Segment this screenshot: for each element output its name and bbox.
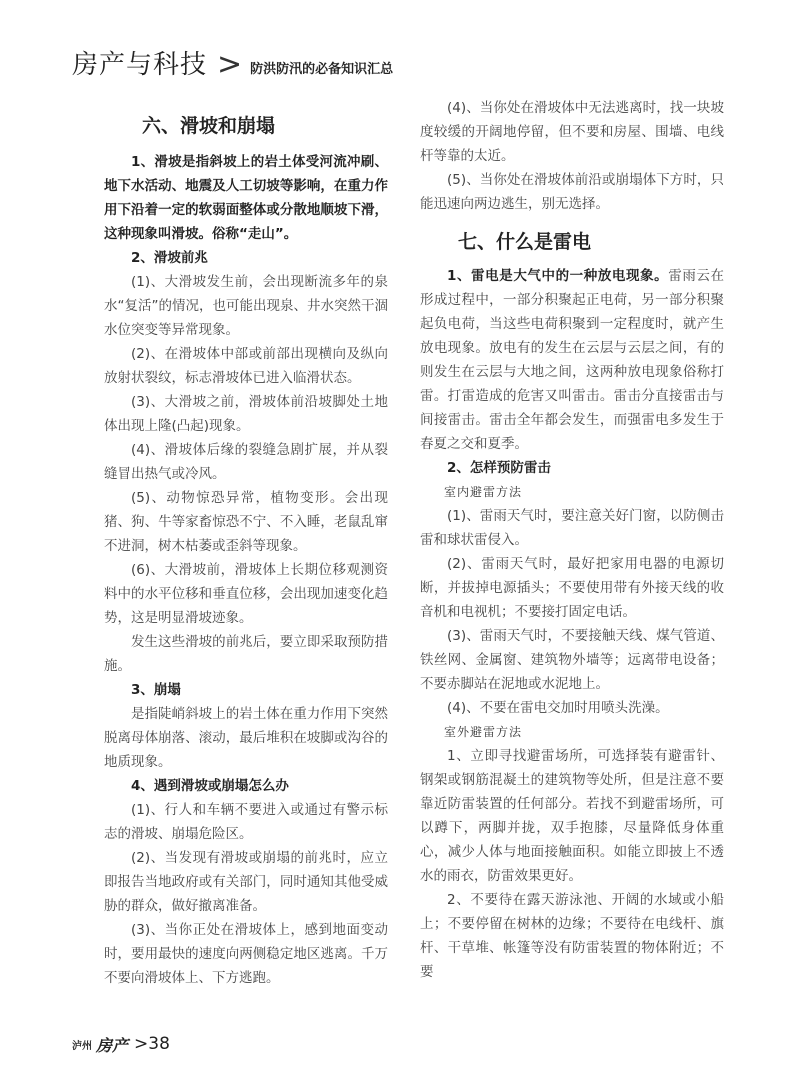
paragraph: (2)、当发现有滑坡或崩塌的前兆时，应立即报告当地政府或有关部门，同时通知其他受威胁的群众，做好撤离准备。 [104, 850, 388, 914]
paragraph: (5)、动物惊恐异常，植物变形。会出现猪、狗、牛等家畜惊恐不宁、不入睡，老鼠乱窜不进洞，树木枯萎或歪斜等现象。 [104, 490, 388, 554]
heading-prevent-lightning: 2、怎样预防雷击 [447, 460, 551, 476]
paragraph: (4)、当你处在滑坡体中无法逃离时，找一块坡度较缓的开阔地停留，但不要和房屋、围墙、电线杆等靠的太近。 [420, 100, 724, 164]
paragraph: 是指陡峭斜坡上的岩土体在重力作用下突然脱离母体崩落、滚动，最后堆积在坡脚或沟谷的地质现象。 [104, 706, 388, 770]
paragraph: 2、不要待在露天游泳池、开阔的水域或小船上；不要停留在树林的边缘；不要待在电线杆、旗杆、干草堆、帐篷等没有防雷装置的物体附近；不要 [420, 892, 724, 980]
paragraph: (6)、大滑坡前，滑坡体上长期位移观测资料中的水平位移和垂直位移，会出现加速变化趋势，这是明显滑坡迹象。 [104, 562, 388, 626]
paragraph: (5)、当你处在滑坡体前沿或崩塌体下方时，只能迅速向两边逃生，别无选择。 [420, 172, 724, 212]
paragraph: (4)、不要在雷电交加时用喷头洗澡。 [447, 700, 669, 716]
paragraph: 发生这些滑坡的前兆后，要立即采取预防措施。 [104, 634, 388, 674]
paragraph: (2)、雷雨天气时，最好把家用电器的电源切断，并拔掉电源插头；不要使用带有外接天线的收音机和电视机；不要接打固定电话。 [420, 556, 724, 620]
column-brand-title: 房产与科技 [72, 50, 208, 80]
article-subtitle: 防洪防汛的必备知识汇总 [250, 62, 394, 77]
subheading-outdoor: 室外避雷方法 [444, 725, 523, 739]
paragraph: (3)、雷雨天气时，不要接触天线、煤气管道、铁丝网、金属窗、建筑物外墙等；远离带电设备；不要赤脚站在泥地或水泥地上。 [420, 628, 724, 692]
paragraph: (1)、行人和车辆不要进入或通过有警示标志的滑坡、崩塌危险区。 [104, 802, 388, 842]
paragraph: (3)、当你正处在滑坡体上，感到地面变动时，要用最快的速度向两侧稳定地区逃离。千万不要向滑坡体上、下方逃跑。 [104, 922, 388, 986]
page-header [72, 44, 393, 84]
heading-landslide-signs: 2、滑坡前兆 [131, 250, 208, 266]
paragraph: (3)、大滑坡之前，滑坡体前沿坡脚处土地体出现上隆(凸起)现象。 [104, 394, 388, 434]
left-column [104, 96, 388, 990]
right-column [420, 96, 724, 984]
paragraph: (1)、雷雨天气时，要注意关好门窗，以防侧击雷和球状雷侵入。 [420, 508, 724, 548]
footer-city: 泸州 [72, 1040, 92, 1052]
heading-collapse: 3、崩塌 [131, 682, 181, 698]
paragraph: 1、立即寻找避雷场所，可选择装有避雷针、钢架或钢筋混凝土的建筑物等处所，但是注意不要靠近防雷装置的任何部分。若找不到避雷场所，可以蹲下，两脚并拢，双手抱膝，尽量降低身体重心，减少人体与地面接触面积。如能立即披上不透水的雨衣，防雷效果更好。 [420, 748, 724, 884]
paragraph-text: 雷雨云在形成过程中，一部分积聚起正电荷，另一部分积聚起负电荷，当这些电荷积聚到一定程度时，就产生放电现象。放电有的发生在云层与云层之间，有的则发生在云层与大地之间，这两种放电现象俗称打雷。打雷造成的危害又叫雷击。雷击分直接雷击与间接雷击。雷击全年都会发生，而强雷电多发生于春夏之交和夏季。 [420, 268, 725, 452]
paragraph: (2)、在滑坡体中部或前部出现横向及纵向放射状裂纹，标志滑坡体已进入临滑状态。 [104, 346, 388, 386]
section-title-landslide: 六、滑坡和崩塌 [142, 115, 276, 137]
subheading-indoor: 室内避雷方法 [444, 485, 523, 499]
paragraph: (4)、滑坡体后缘的裂缝急剧扩展，并从裂缝冒出热气或冷风。 [104, 442, 388, 482]
heading-what-to-do: 4、遇到滑坡或崩塌怎么办 [131, 778, 289, 794]
paragraph: (1)、大滑坡发生前，会出现断流多年的泉水“复活”的情况，也可能出现泉、井水突然干涸水位突变等异常现象。 [104, 274, 388, 338]
chevron-right-icon: > [217, 47, 243, 82]
section-title-lightning: 七、什么是雷电 [458, 231, 592, 253]
magazine-logo: 房产 [96, 1035, 129, 1055]
paragraph-landslide-definition: 1、滑坡是指斜坡上的岩土体受河流冲刷、地下水活动、地震及人工切坡等影响，在重力作用下沿着一定的软弱面整体或分散地顺坡下滑，这种现象叫滑坡。俗称“走山”。 [104, 154, 388, 242]
bold-lead: 1、雷电是大气中的一种放电现象。 [447, 268, 669, 284]
paragraph-lightning-definition [420, 264, 724, 456]
page-footer [72, 1030, 170, 1058]
page-number: >38 [134, 1034, 170, 1054]
